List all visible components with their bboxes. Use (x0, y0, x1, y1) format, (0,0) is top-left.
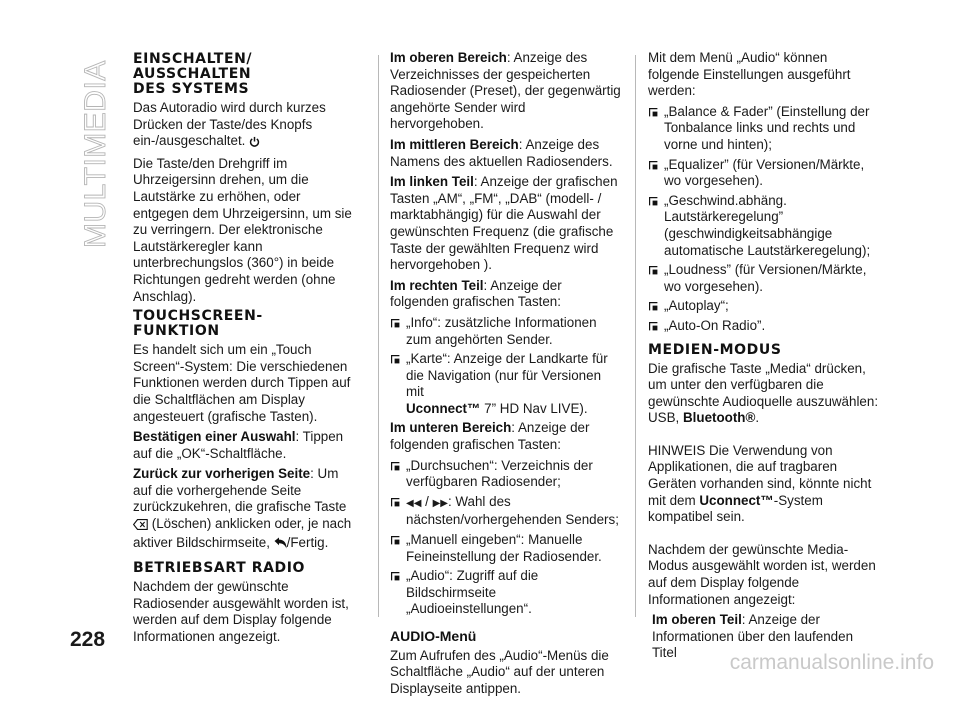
paragraph: Im unteren Bereich: Anzeige der folgenden grafischen Tasten: (390, 420, 590, 453)
column-3 (648, 50, 880, 666)
bullet-icon (649, 161, 658, 170)
heading-einschalten: EINSCHALTEN/ AUSSCHALTEN DES SYSTEMS (133, 51, 253, 97)
bullet-icon (649, 322, 658, 331)
paragraph: Zurück zur vorherigen Seite: Um auf die vorhergehende Seite zurückzukehren, die grafische Taste (Löschen) anklicken oder, je nach aktiver Bildschirmseite, /Fertig. (133, 466, 357, 553)
bullet-icon (649, 302, 658, 311)
bullet-icon (391, 498, 400, 507)
bullet-icon (649, 197, 658, 206)
paragraph: HINWEIS Die Verwendung von Applikationen, die auf tragbaren Geräten vorhanden sind, könnte nicht mit dem Uconnect™-System kompatibel sein. (648, 442, 872, 525)
list-item: „Balance & Fader” (Einstellung der Tonbalance links und rechts und vorne und hinten); (648, 104, 880, 154)
paragraph: Im oberen Bereich: Anzeige des Verzeichnisses der gespeicherten Radiosender (Preset), der gegenwärtig angehörte Sender wird hervorgehoben. (390, 50, 621, 132)
bullet-icon (391, 536, 400, 545)
list-item: „Karte“: Anzeige der Landkarte für die Navigation (nur für Versionen mit Uconnect™ 7” HD Nav LIVE). (390, 351, 622, 417)
heading-touchscreen: TOUCHSCREEN- FUNKTION (133, 308, 263, 340)
list-item: „Audio“: Zugriff auf die Bildschirmseite „Audioeinstellungen“. (390, 568, 622, 618)
bullet-icon (649, 266, 658, 275)
paragraph: Das Autoradio wird durch kurzes Drücken der Taste/des Knopfs ein-/ausgeschaltet. (133, 100, 357, 152)
list-item: „Geschwind.abhäng. Lautstärkeregelung” (geschwindigkeitsabhängige automatische Lautstärkeregelung); (648, 193, 880, 259)
paragraph: Die grafische Taste „Media“ drücken, um unter den verfügbaren die gewünschte Audioquelle auszuwählen: USB, Bluetooth®. (648, 360, 879, 426)
power-icon (249, 135, 260, 152)
paragraph: Im rechten Teil: Anzeige der folgenden grafischen Tasten: (390, 277, 562, 310)
column-2 (390, 50, 622, 701)
paragraph: Zum Aufrufen des „Audio“-Menüs die Schaltfläche „Audio“ auf der unteren Displayseite antippen. (390, 647, 609, 696)
bullet-icon (391, 572, 400, 581)
list-item: „Manuell eingeben“: Manuelle Feineinstellung der Radiosender. (390, 532, 622, 565)
paragraph: Im linken Teil: Anzeige der grafischen Tasten „AM“, „FM“, „DAB“ (modell- / marktabhängig) für die Auswahl der gewünschten Frequenz (die grafische Taste der gewählten Frequenz wird hervorgehoben ). (390, 174, 618, 273)
paragraph: Nachdem der gewünschte Radiosender ausgewählt worden ist, werden auf dem Display folgende Informationen angezeigt. (133, 579, 349, 645)
list-item: „Equalizer” (für Versionen/Märkte, wo vorgesehen). (648, 157, 880, 190)
previous-icon: ◀◀ (406, 497, 422, 509)
paragraph: Im mittleren Bereich: Anzeige des Namens des aktuellen Radiosenders. (390, 136, 613, 169)
bullet-icon (391, 355, 400, 364)
list-item: „Info“: zusätzliche Informationen zum angehörten Sender. (390, 315, 622, 348)
page-number: 228 (70, 628, 106, 651)
column-divider (378, 55, 379, 617)
paragraph: Die Taste/den Drehgriff im Uhrzeigersinn drehen, um die Lautstärke zu erhöhen, oder entgegen dem Uhrzeigersinn, um sie zu verringern. Der elektronische Lautstärkeregler kann unterbrechungslos (360°) in beide Richtungen gedreht werden (ohne Anschlag). (133, 155, 352, 304)
side-tab (68, 60, 118, 250)
watermark: carmanualsonline.info (729, 651, 934, 674)
side-tab-label: MULTIMEDIA (79, 60, 112, 248)
paragraph: Bestätigen einer Auswahl: Tippen auf die „OK“-Schaltfläche. (133, 429, 344, 461)
back-arrow-icon (274, 537, 287, 554)
column-1 (133, 50, 357, 650)
column-divider (635, 55, 636, 617)
list-item: „Autoplay“; (648, 298, 880, 315)
paragraph: Im oberen Teil: Anzeige der Informationen über den laufenden Titel (652, 612, 854, 661)
next-icon: ▶▶ (432, 497, 448, 509)
heading-audio-menu: AUDIO-Menü (390, 628, 477, 644)
bullet-icon (391, 319, 400, 328)
bullet-icon (649, 108, 658, 117)
list-item: „Loudness” (für Versionen/Märkte, wo vorgesehen). (648, 262, 880, 295)
list-item: „Auto-On Radio”. (648, 318, 880, 335)
heading-medien-modus: MEDIEN-MODUS (648, 341, 782, 358)
list-item: ◀◀ / ▶▶: Wahl des nächsten/vorhergehenden Senders; (390, 494, 622, 529)
paragraph: Es handelt sich um ein „Touch Screen“-System: Die verschiedenen Funktionen werden durch Tippen auf die Schaltflächen am Display angesteuert (grafische Tasten). (133, 342, 351, 424)
paragraph: Mit dem Menü „Audio“ können folgende Einstellungen ausgeführt werden: (648, 50, 851, 99)
list-item: „Durchsuchen“: Verzeichnis der verfügbaren Radiosender; (390, 458, 622, 491)
paragraph: Nachdem der gewünschte Media-Modus ausgewählt worden ist, werden auf dem Display folgende Informationen angezeigt: (648, 541, 876, 607)
heading-betriebsart-radio: BETRIEBSART RADIO (133, 560, 306, 577)
bullet-icon (391, 462, 400, 471)
delete-key-icon (133, 518, 148, 535)
